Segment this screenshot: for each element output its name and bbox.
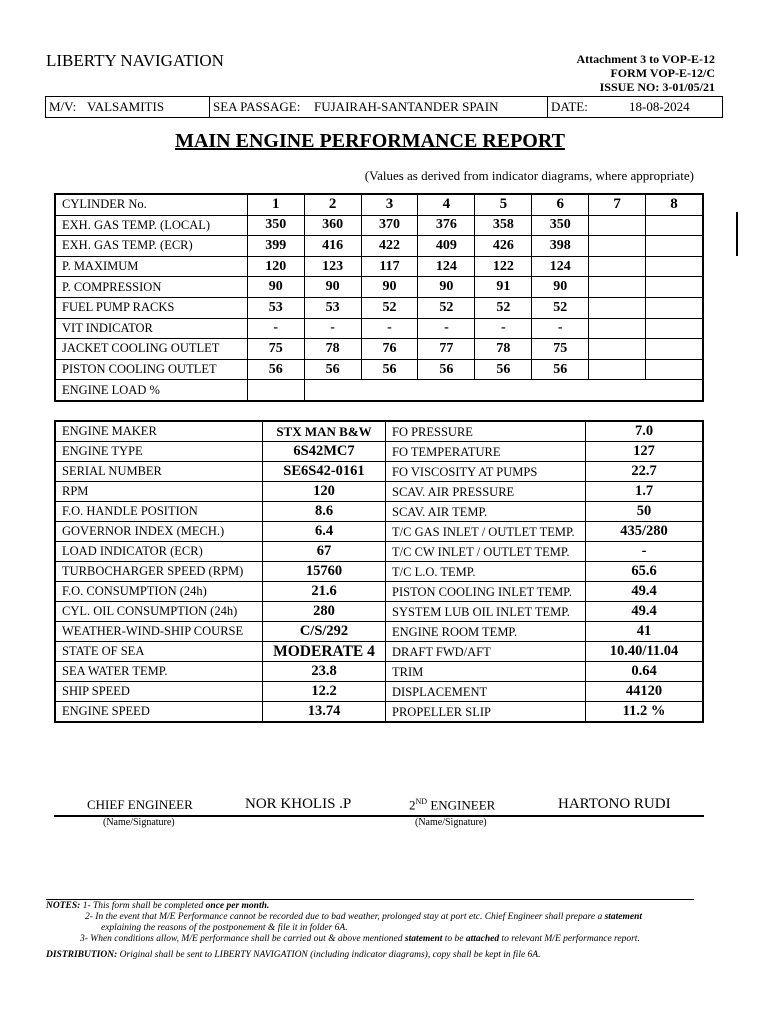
parameter-value: 49.4 bbox=[586, 602, 704, 622]
cylinder-value bbox=[589, 339, 646, 360]
cylinder-header-label: CYLINDER No. bbox=[55, 194, 247, 215]
parameter-value: C/S/292 bbox=[263, 622, 386, 642]
parameter-label: SERIAL NUMBER bbox=[55, 462, 263, 482]
parameter-row bbox=[55, 622, 703, 642]
parameter-value: 67 bbox=[263, 542, 386, 562]
engine-load-row bbox=[55, 380, 703, 401]
cylinder-value bbox=[589, 318, 646, 339]
parameter-label: SYSTEM LUB OIL INLET TEMP. bbox=[386, 602, 586, 622]
cylinder-value: 78 bbox=[475, 339, 532, 360]
cylinder-value: - bbox=[532, 318, 589, 339]
cylinder-value: 416 bbox=[304, 236, 361, 257]
parameter-row bbox=[55, 542, 703, 562]
parameter-label: STATE OF SEA bbox=[55, 642, 263, 662]
cylinder-value bbox=[589, 359, 646, 380]
parameter-label: PROPELLER SLIP bbox=[386, 702, 586, 723]
cylinder-row-label: JACKET COOLING OUTLET bbox=[55, 339, 247, 360]
cylinder-value: - bbox=[475, 318, 532, 339]
parameter-value: - bbox=[586, 542, 704, 562]
cylinder-row-label: EXH. GAS TEMP. (ECR) bbox=[55, 236, 247, 257]
cylinder-value: 56 bbox=[532, 359, 589, 380]
parameter-row bbox=[55, 502, 703, 522]
engine-load-blank bbox=[304, 380, 703, 401]
second-signature-caption: (Name/Signature) bbox=[415, 817, 487, 828]
cylinder-value: 91 bbox=[475, 277, 532, 298]
parameter-label: WEATHER-WIND-SHIP COURSE bbox=[55, 622, 263, 642]
cylinder-value bbox=[589, 236, 646, 257]
cylinder-value: - bbox=[418, 318, 475, 339]
cylinder-row-label: FUEL PUMP RACKS bbox=[55, 297, 247, 318]
cylinder-row bbox=[55, 339, 703, 360]
parameter-row bbox=[55, 562, 703, 582]
engine-load-label: ENGINE LOAD % bbox=[55, 380, 247, 401]
cylinder-row-label: VIT INDICATOR bbox=[55, 318, 247, 339]
parameter-label: T/C L.O. TEMP. bbox=[386, 562, 586, 582]
parameter-label: LOAD INDICATOR (ECR) bbox=[55, 542, 263, 562]
cylinder-value: 53 bbox=[247, 297, 304, 318]
parameter-label: FO VISCOSITY AT PUMPS bbox=[386, 462, 586, 482]
cylinder-value bbox=[589, 256, 646, 277]
parameter-value: 0.64 bbox=[586, 662, 704, 682]
parameter-value: 65.6 bbox=[586, 562, 704, 582]
cylinder-value: 52 bbox=[532, 297, 589, 318]
parameter-row bbox=[55, 702, 703, 723]
parameter-row bbox=[55, 642, 703, 662]
cylinder-value: 56 bbox=[247, 359, 304, 380]
cylinder-value bbox=[646, 256, 703, 277]
parameter-value: 15760 bbox=[263, 562, 386, 582]
chief-engineer-label: CHIEF ENGINEER bbox=[87, 797, 193, 812]
cylinder-value bbox=[646, 277, 703, 298]
parameter-label: TURBOCHARGER SPEED (RPM) bbox=[55, 562, 263, 582]
cylinder-number: 6 bbox=[532, 194, 589, 215]
parameter-row bbox=[55, 682, 703, 702]
parameter-label: SCAV. AIR TEMP. bbox=[386, 502, 586, 522]
cylinder-value bbox=[646, 215, 703, 236]
cylinder-value: 78 bbox=[304, 339, 361, 360]
cylinder-value bbox=[646, 359, 703, 380]
date-cell bbox=[548, 97, 722, 117]
cylinder-row bbox=[55, 215, 703, 236]
parameter-value: 49.4 bbox=[586, 582, 704, 602]
cylinder-number: 7 bbox=[589, 194, 646, 215]
cylinder-value: 120 bbox=[247, 256, 304, 277]
parameter-row bbox=[55, 462, 703, 482]
cylinder-value: 370 bbox=[361, 215, 418, 236]
parameter-value: 435/280 bbox=[586, 522, 704, 542]
cylinder-number: 1 bbox=[247, 194, 304, 215]
parameter-row bbox=[55, 662, 703, 682]
parameter-label: ENGINE ROOM TEMP. bbox=[386, 622, 586, 642]
parameter-label: PISTON COOLING INLET TEMP. bbox=[386, 582, 586, 602]
cylinder-table bbox=[54, 193, 704, 402]
report-subtitle: (Values as derived from indicator diagrams, where appropriate) bbox=[364, 168, 694, 183]
cylinder-value: 90 bbox=[361, 277, 418, 298]
cylinder-value: 376 bbox=[418, 215, 475, 236]
cylinder-value: 52 bbox=[418, 297, 475, 318]
notes-divider bbox=[46, 899, 694, 900]
cylinder-number: 4 bbox=[418, 194, 475, 215]
parameter-label: T/C CW INLET / OUTLET TEMP. bbox=[386, 542, 586, 562]
cylinder-value: - bbox=[304, 318, 361, 339]
cylinder-value: 360 bbox=[304, 215, 361, 236]
vessel-label: M/V: bbox=[49, 99, 77, 114]
cylinder-number: 2 bbox=[304, 194, 361, 215]
cylinder-value: 90 bbox=[304, 277, 361, 298]
note-2: 2- In the event that M/E Performance cannot be recorded due to bad weather, prolonged stay at port etc. Chief Engineer shall prepare a statement bbox=[85, 912, 643, 922]
cylinder-value: - bbox=[247, 318, 304, 339]
margin-mark bbox=[736, 212, 738, 256]
parameter-value: 7.0 bbox=[586, 421, 704, 442]
cylinder-value: 90 bbox=[247, 277, 304, 298]
parameter-value: 44120 bbox=[586, 682, 704, 702]
form-number: FORM VOP-E-12/C bbox=[610, 66, 715, 80]
parameter-label: FO TEMPERATURE bbox=[386, 442, 586, 462]
attachment-ref: Attachment 3 to VOP-E-12 bbox=[576, 52, 715, 66]
second-engineer-label: 2ND ENGINEER bbox=[409, 797, 496, 813]
parameter-value: 10.40/11.04 bbox=[586, 642, 704, 662]
parameter-value: 1.7 bbox=[586, 482, 704, 502]
parameter-row bbox=[55, 482, 703, 502]
vessel-cell bbox=[46, 97, 210, 117]
cylinder-value bbox=[589, 297, 646, 318]
parameter-row bbox=[55, 442, 703, 462]
cylinder-row-label: P. MAXIMUM bbox=[55, 256, 247, 277]
parameter-value: 280 bbox=[263, 602, 386, 622]
parameter-label: CYL. OIL CONSUMPTION (24h) bbox=[55, 602, 263, 622]
cylinder-number-row bbox=[55, 194, 703, 215]
cylinder-value: - bbox=[361, 318, 418, 339]
parameter-value: MODERATE 4 bbox=[263, 642, 386, 662]
cylinder-value bbox=[646, 236, 703, 257]
parameter-value: 13.74 bbox=[263, 702, 386, 723]
cylinder-value: 123 bbox=[304, 256, 361, 277]
cylinder-value: 53 bbox=[304, 297, 361, 318]
parameter-label: F.O. HANDLE POSITION bbox=[55, 502, 263, 522]
note-2-continued: explaining the reasons of the postponement & file it in folder 6A. bbox=[101, 923, 348, 933]
chief-signature-caption: (Name/Signature) bbox=[103, 817, 175, 828]
cylinder-row bbox=[55, 236, 703, 257]
cylinder-value: 77 bbox=[418, 339, 475, 360]
form-reference bbox=[576, 52, 715, 94]
parameter-label: ENGINE TYPE bbox=[55, 442, 263, 462]
cylinder-value bbox=[589, 215, 646, 236]
parameter-row bbox=[55, 522, 703, 542]
cylinder-value bbox=[589, 277, 646, 298]
cylinder-value: 426 bbox=[475, 236, 532, 257]
cylinder-value bbox=[646, 318, 703, 339]
parameter-value: 6.4 bbox=[263, 522, 386, 542]
passage-value: FUJAIRAH-SANTANDER SPAIN bbox=[314, 99, 499, 114]
parameter-value: 41 bbox=[586, 622, 704, 642]
parameter-label: SEA WATER TEMP. bbox=[55, 662, 263, 682]
cylinder-value: 76 bbox=[361, 339, 418, 360]
cylinder-row bbox=[55, 297, 703, 318]
parameter-label: SCAV. AIR PRESSURE bbox=[386, 482, 586, 502]
cylinder-row bbox=[55, 256, 703, 277]
parameter-value: 127 bbox=[586, 442, 704, 462]
cylinder-number: 3 bbox=[361, 194, 418, 215]
cylinder-row bbox=[55, 318, 703, 339]
passage-cell bbox=[210, 97, 548, 117]
parameter-row bbox=[55, 421, 703, 442]
cylinder-value: 90 bbox=[532, 277, 589, 298]
vessel-name: VALSAMITIS bbox=[87, 99, 165, 114]
company-name: LIBERTY NAVIGATION bbox=[46, 51, 224, 70]
parameter-value: 23.8 bbox=[263, 662, 386, 682]
cylinder-value: 124 bbox=[532, 256, 589, 277]
parameter-row bbox=[55, 602, 703, 622]
parameter-label: ENGINE SPEED bbox=[55, 702, 263, 723]
parameter-label: GOVERNOR INDEX (MECH.) bbox=[55, 522, 263, 542]
cylinder-value: 56 bbox=[418, 359, 475, 380]
parameter-label: F.O. CONSUMPTION (24h) bbox=[55, 582, 263, 602]
cylinder-value: 52 bbox=[475, 297, 532, 318]
note-1: NOTES: 1- This form shall be completed once per month. bbox=[46, 901, 270, 911]
cylinder-value: 409 bbox=[418, 236, 475, 257]
parameter-value: 8.6 bbox=[263, 502, 386, 522]
parameter-value: STX MAN B&W bbox=[263, 421, 386, 442]
cylinder-value: 350 bbox=[247, 215, 304, 236]
cylinder-row bbox=[55, 359, 703, 380]
engine-parameters-table bbox=[54, 420, 704, 723]
cylinder-row-label: P. COMPRESSION bbox=[55, 277, 247, 298]
parameter-value: 120 bbox=[263, 482, 386, 502]
cylinder-value: 117 bbox=[361, 256, 418, 277]
cylinder-value bbox=[646, 339, 703, 360]
date-label: DATE: bbox=[551, 99, 588, 114]
cylinder-number: 8 bbox=[646, 194, 703, 215]
parameter-value: 6S42MC7 bbox=[263, 442, 386, 462]
engine-load-value bbox=[247, 380, 304, 401]
parameter-label: ENGINE MAKER bbox=[55, 421, 263, 442]
date-value: 18-08-2024 bbox=[629, 99, 690, 114]
distribution-note: DISTRIBUTION: Original shall be sent to LIBERTY NAVIGATION (including indicator diagrams), copy shall be kept in file 6A. bbox=[46, 950, 541, 960]
report-title: MAIN ENGINE PERFORMANCE REPORT bbox=[175, 130, 565, 152]
second-engineer-name: HARTONO RUDI bbox=[558, 796, 671, 812]
chief-engineer-name: NOR KHOLIS .P bbox=[245, 796, 352, 812]
cylinder-row bbox=[55, 277, 703, 298]
cylinder-row-label: EXH. GAS TEMP. (LOCAL) bbox=[55, 215, 247, 236]
cylinder-value: 399 bbox=[247, 236, 304, 257]
parameter-row bbox=[55, 582, 703, 602]
note-3: 3- When conditions allow, M/E performance shall be carried out & above mentioned statement to be attached to relevant M/E performance report. bbox=[80, 934, 640, 944]
parameter-label: DISPLACEMENT bbox=[386, 682, 586, 702]
cylinder-value: 56 bbox=[361, 359, 418, 380]
parameter-label: FO PRESSURE bbox=[386, 421, 586, 442]
cylinder-value: 90 bbox=[418, 277, 475, 298]
passage-label: SEA PASSAGE: bbox=[213, 99, 301, 114]
cylinder-row-label: PISTON COOLING OUTLET bbox=[55, 359, 247, 380]
issue-number: ISSUE NO: 3-01/05/21 bbox=[599, 80, 715, 94]
parameter-value: 12.2 bbox=[263, 682, 386, 702]
cylinder-value: 358 bbox=[475, 215, 532, 236]
parameter-value: 22.7 bbox=[586, 462, 704, 482]
parameter-value: 11.2 % bbox=[586, 702, 704, 723]
voyage-info-bar bbox=[45, 96, 723, 118]
cylinder-value: 122 bbox=[475, 256, 532, 277]
cylinder-value: 52 bbox=[361, 297, 418, 318]
cylinder-value: 124 bbox=[418, 256, 475, 277]
cylinder-value: 422 bbox=[361, 236, 418, 257]
parameter-label: DRAFT FWD/AFT bbox=[386, 642, 586, 662]
cylinder-value: 350 bbox=[532, 215, 589, 236]
cylinder-value: 398 bbox=[532, 236, 589, 257]
parameter-label: T/C GAS INLET / OUTLET TEMP. bbox=[386, 522, 586, 542]
cylinder-value: 56 bbox=[475, 359, 532, 380]
cylinder-value bbox=[646, 297, 703, 318]
parameter-label: RPM bbox=[55, 482, 263, 502]
parameter-value: 50 bbox=[586, 502, 704, 522]
parameter-value: SE6S42-0161 bbox=[263, 462, 386, 482]
cylinder-number: 5 bbox=[475, 194, 532, 215]
cylinder-value: 56 bbox=[304, 359, 361, 380]
parameter-value: 21.6 bbox=[263, 582, 386, 602]
cylinder-value: 75 bbox=[247, 339, 304, 360]
parameter-label: SHIP SPEED bbox=[55, 682, 263, 702]
cylinder-value: 75 bbox=[532, 339, 589, 360]
parameter-label: TRIM bbox=[386, 662, 586, 682]
